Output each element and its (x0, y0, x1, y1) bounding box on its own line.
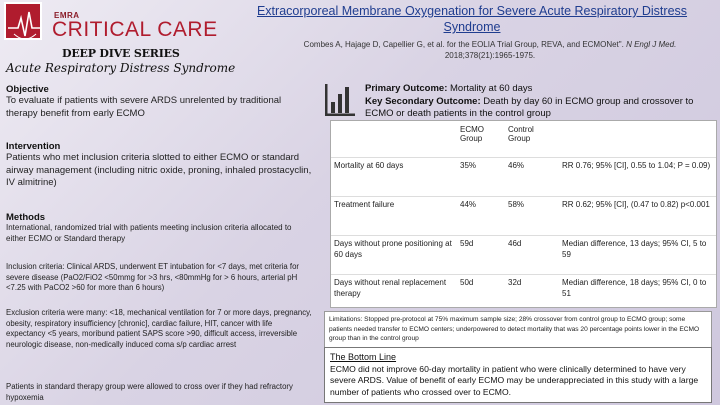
bottom-line-box (324, 347, 712, 403)
table-header-row (331, 121, 716, 158)
methods-heading: Methods (6, 212, 46, 223)
table-cell: 59d (457, 236, 505, 275)
logo-mark (4, 2, 42, 40)
emra-logo (4, 2, 232, 52)
table-header-cell (331, 121, 457, 158)
limitations-box: Limitations: Stopped pre-protocol at 75% maximum sample size; 28% crossover from control group to ECMO group; some patients needed transfer to ECMO centers; underpowered to detect mortality that was 20 percentage points lower in the ECMO group than in the control group (324, 311, 712, 348)
table-cell: 50d (457, 275, 505, 314)
table-cell: Median difference, 13 days; 95% CI, 5 to 59 (559, 236, 716, 275)
table-cell: RR 0.62; 95% [CI], (0.47 to 0.82) p<0.001 (559, 197, 716, 236)
primary-outcome-text: Mortality at 60 days (447, 83, 533, 94)
bottom-line-heading: The Bottom Line (330, 352, 397, 362)
page-title: Extracorporeal Membrane Oxygenation for Severe Acute Respiratory Distress Syndrome (256, 4, 688, 34)
citation-ref: 2018;378(21):1965-1975. (444, 51, 536, 60)
exclusion-criteria: Exclusion criteria were many: <18, mechanical ventilation for 7 or more days, pregnancy, obesity, respiratory insufficiency [chronic], cardiac failure, HIT, cancer with life expectancy <5 years, moribund patient SAPS score >90, difficult access, irreversible neurologic disease, non-medically induced coma s/p cardiac arrest (6, 308, 312, 349)
table-cell: 46d (505, 236, 559, 275)
table-cell: Treatment failure (331, 197, 457, 236)
citation (264, 39, 716, 61)
heartbeat-icon (6, 4, 42, 40)
methods-text: International, randomized trial with patients meeting inclusion criteria allocated to either ECMO or Standard therapy (6, 223, 292, 243)
table-row (331, 197, 716, 236)
table-cell: Mortality at 60 days (331, 158, 457, 197)
table-cell: RR 0.76; 95% [CI], 0.55 to 1.04; P = 0.09) (559, 158, 716, 197)
citation-main: Combes A, Hajage D, Capellier G, et al. for the EOLIA Trial Group, REVA, and ECMONet". (303, 40, 627, 49)
series-label: DEEP DIVE SERIES (62, 47, 180, 60)
objective-text: To evaluate if patients with severe ARDS unrelented by traditional therapy benefit from early ECMO (6, 95, 282, 119)
table-cell: Days without renal replacement therapy (331, 275, 457, 314)
brand-small: EMRA (54, 11, 80, 20)
table-cell: 32d (505, 275, 559, 314)
intervention-section (6, 141, 316, 190)
outcome-section (365, 83, 715, 121)
methods-section (6, 212, 311, 244)
table-cell: 46% (505, 158, 559, 197)
topic-label: Acute Respiratory Distress Syndrome (6, 61, 236, 75)
brand-main: CRITICAL CARE (52, 18, 218, 41)
inclusion-criteria: Inclusion criteria: Clinical ARDS, underwent ET intubation for <7 days, met criteria for severe disease (PaO2/FiO2 <50mmg for >3 hrs, <80mmHg for > 6 hours, arterial pH <7.25 with PaCO2 >60 for more than 6 hours) (6, 262, 300, 292)
results-table (330, 120, 717, 308)
table-header-cell: Control Group (508, 125, 534, 143)
primary-outcome (365, 83, 715, 96)
intervention-heading: Intervention (6, 141, 61, 152)
secondary-outcome-label: Key Secondary Outcome: (365, 95, 481, 107)
objective-heading: Objective (6, 84, 49, 95)
intervention-text: Patients who met inclusion criteria slotted to either ECMO or standard airway management (including nitric oxide, proning, inhaled prostacyclin, IV almitrine) (6, 152, 312, 188)
crossover-note: Patients in standard therapy group were allowed to cross over if they had refractory hypoxemia (6, 382, 293, 402)
table-cell: Days without prone positioning at 60 days (331, 236, 457, 275)
table-row (331, 236, 716, 275)
table-cell: 44% (457, 197, 505, 236)
bar-chart-icon (325, 84, 355, 116)
objective-section (6, 84, 311, 120)
table-cell: Median difference, 18 days; 95% CI, 0 to 51 (559, 275, 716, 314)
table-header-cell: ECMO Group (460, 125, 484, 143)
table-row (331, 158, 716, 197)
table-cell: 58% (505, 197, 559, 236)
table-cell: 35% (457, 158, 505, 197)
table-header-cell (559, 121, 716, 158)
bottom-line-text: ECMO did not improve 60-day mortality in patient who were clinically determined to have very severe ARDS. Value of benefit of early ECMO may be underappreciated in this study with a large number of patients who crossed over to ECMO. (330, 363, 699, 397)
secondary-outcome-text: Death by day 60 in ECMO group and crossover to ECMO or death patients in the control group (365, 95, 694, 119)
citation-journal: N Engl J Med. (626, 40, 677, 49)
secondary-outcome (365, 96, 715, 121)
primary-outcome-label: Primary Outcome: (365, 83, 448, 94)
table-row (331, 275, 716, 314)
